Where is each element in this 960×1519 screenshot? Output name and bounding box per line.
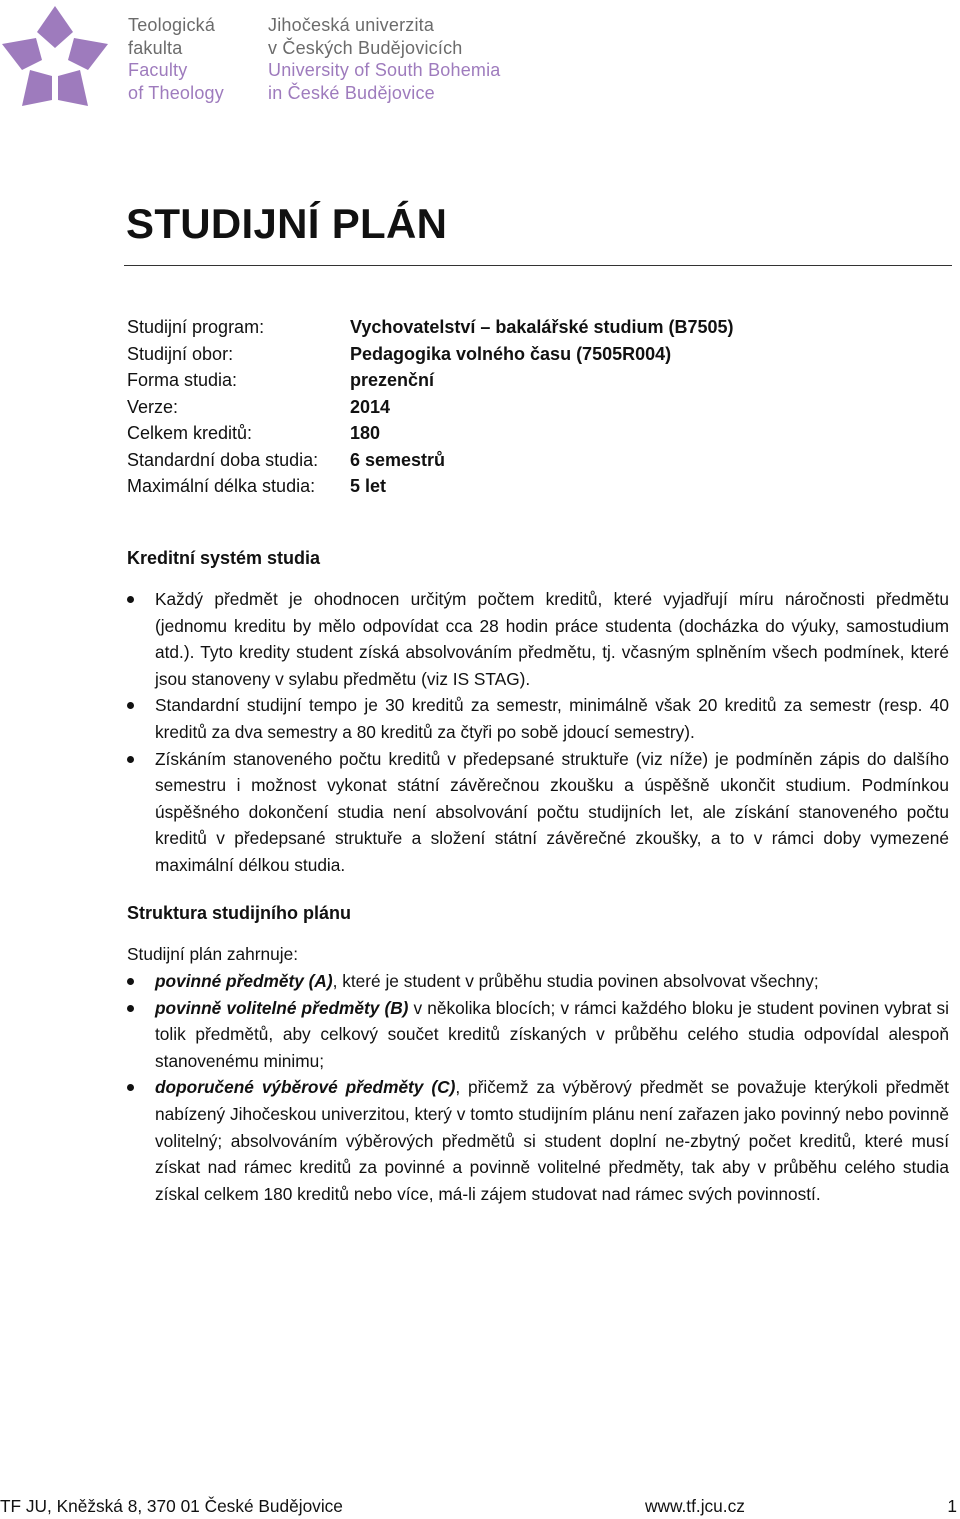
info-label: Studijní program: <box>127 317 265 337</box>
struktura-intro: Studijní plán zahrnuje: <box>127 944 299 964</box>
info-label: Celkem kreditů: <box>127 423 253 443</box>
info-value: 5 let <box>350 476 387 496</box>
university-name-cz-line1: Jihočeská univerzita <box>268 15 435 35</box>
bullet-icon <box>127 596 134 603</box>
info-value: Pedagogika volného času (7505R004) <box>350 343 672 364</box>
list-item <box>127 995 949 1075</box>
list-item-text: , které je student v průběhu studia povinen absolvovat všechny; <box>332 971 819 991</box>
info-row-program <box>127 314 734 341</box>
faculty-name <box>128 14 224 104</box>
info-value: prezenční <box>350 370 435 390</box>
info-row-kredity <box>127 420 734 447</box>
page-number: 1 <box>947 1496 957 1516</box>
info-label: Studijní obor: <box>127 343 234 364</box>
university-name-en-line1: University of South Bohemia <box>268 60 501 80</box>
list-item <box>127 692 949 745</box>
university-name-cz-line2: v Českých Budějovicích <box>268 37 463 58</box>
list-item <box>127 1074 949 1207</box>
info-row-doba <box>127 447 734 474</box>
info-label: Forma studia: <box>127 370 238 390</box>
course-category-term: doporučené výběrové předměty (C) <box>155 1077 456 1098</box>
list-item-text: Každý předmět je ohodnocen určitým počtem kreditů, které vyjadřují míru náročnosti předmětu (jednomu kreditu by mělo odpovídat cca 28 hodin práce studenta (docházka do výuky, samostudium atd.). Tyto kredity student získá absolvováním předmětu, tj. včasným splněním všech podmínek, které jsou stanoveny v sylabu předmětu (viz IS STAG). <box>155 589 949 689</box>
page-title: STUDIJNÍ PLÁN <box>126 200 448 247</box>
section-heading-kreditni-system: Kreditní systém studia <box>127 548 321 568</box>
university-name-en-line2: in České Budějovice <box>268 82 435 103</box>
bullet-icon <box>127 702 134 709</box>
struktura-list <box>127 968 949 1207</box>
info-row-forma <box>127 367 734 394</box>
bullet-icon <box>127 978 134 985</box>
info-label: Standardní doba studia: <box>127 449 319 470</box>
study-info-table <box>127 314 734 500</box>
info-value: 6 semestrů <box>350 449 446 470</box>
info-value: 2014 <box>350 396 391 417</box>
info-label: Maximální délka studia: <box>127 476 316 496</box>
university-name <box>268 14 501 104</box>
course-category-term: povinně volitelné předměty (B) <box>155 997 409 1018</box>
section-heading-struktura: Struktura studijního plánu <box>127 903 351 923</box>
list-item-text: v několika blocích; v rámci každého bloku je student povinen vybrat si tolik předmětů, aby celkový součet kreditů získaných v průběhu celého studia odpovídal alespoň stanovenému minimu; <box>155 997 949 1071</box>
info-row-max-delka <box>127 473 734 500</box>
list-item-text: Standardní studijní tempo je 30 kreditů za semestr, minimálně však 20 kreditů za semestr (resp. 40 kreditů za dva semestry a 80 kreditů za čtyři po sobě jdoucí semestry). <box>155 695 949 742</box>
list-item <box>127 968 949 995</box>
faculty-name-en-line1: Faculty <box>128 60 188 80</box>
list-item <box>127 586 949 692</box>
faculty-name-cz-line1: Teologická <box>128 15 216 35</box>
faculty-name-en-line2: of Theology <box>128 82 224 103</box>
faculty-flower-logo-icon <box>0 4 110 108</box>
faculty-name-cz-line2: fakulta <box>128 37 183 58</box>
list-item-text: , přičemž za výběrový předmět se považuje kterýkoli předmět nabízený Jihočeskou univerzitou, který v tomto studijním plánu není zařazen jako povinný nebo povinně volitelný; absolvováním výběrových předmětů si student doplní ne-zbytný počet kreditů, které musí získat nad rámec kreditů za povinné a povinně volitelné předměty, tak aby v průběhu celého studia získal celkem 180 kreditů nebo více, má-li zájem studovat nad rámec svých povinností. <box>155 1077 949 1204</box>
info-value: 180 <box>350 423 381 443</box>
info-row-verze <box>127 394 734 421</box>
bullet-icon <box>127 1005 134 1012</box>
kreditni-system-list <box>127 586 949 879</box>
list-item-text: Získáním stanoveného počtu kreditů v předepsané struktuře (viz níže) je podmíněn zápis do dalšího semestru i možnost vykonat státní závěrečnou zkoušku a úspěšně ukončit studium. Podmínkou úspěšného dokončení studia není absolvování počtu studijních let, ale získání stanoveného počtu kreditů v předepsané struktuře a složení státní závěrečné zkoušky, a to v rámci doby vymezené maximální délkou studia. <box>155 748 949 875</box>
info-label: Verze: <box>127 396 179 417</box>
bullet-icon <box>127 1084 134 1091</box>
title-divider <box>124 265 952 266</box>
info-value: Vychovatelství – bakalářské studium (B7505) <box>350 317 734 337</box>
bullet-icon <box>127 756 134 763</box>
footer-address: TF JU, Kněžská 8, 370 01 České Budějovice <box>0 1496 343 1516</box>
course-category-term: povinné předměty (A) <box>155 971 333 991</box>
list-item <box>127 746 949 879</box>
info-row-obor <box>127 341 734 368</box>
footer-website-link[interactable]: www.tf.jcu.cz <box>645 1496 745 1516</box>
page-footer <box>0 1493 960 1519</box>
